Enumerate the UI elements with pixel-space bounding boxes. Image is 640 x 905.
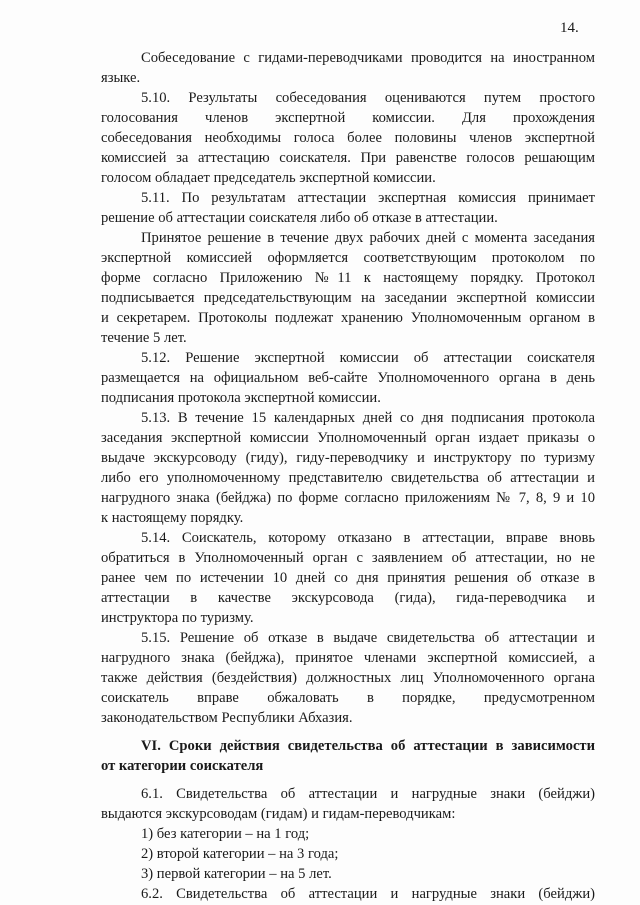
text-line: языке. [101, 70, 141, 86]
text-line: 5.15. Решение об отказе в выдаче свидетельства об аттестации и [141, 630, 595, 646]
text-line: либо его уполномоченному представителю свидетельства об аттестации и [101, 470, 595, 486]
text-line: инструктора по туризму. [101, 610, 254, 626]
text-line: ранее чем по истечении 10 дней со дня принятия решения об отказе в [101, 570, 595, 586]
text-line: подписывается председательствующим на заседании экспертной комиссии [101, 290, 595, 306]
section-heading: от категории соискателя [101, 758, 264, 774]
text-line: обратиться в Уполномоченный орган с заявлением об аттестации, но не [101, 550, 595, 566]
text-line: голосом обладает председатель экспертной комиссии. [101, 170, 436, 186]
text-line: нагрудного знака (бейджа) по форме согласно приложениям № 7, 8, 9 и 10 [101, 490, 595, 506]
text-line: собеседования необходимы голоса более половины членов экспертной [101, 130, 595, 146]
text-line: аттестации в качестве экскурсовода (гида), гида-переводчика и [101, 590, 595, 606]
text-line: также действия (бездействия) должностных лиц Уполномоченного органа [101, 670, 595, 686]
text-line: 6.1. Свидетельства об аттестации и нагрудные знаки (бейджи) [141, 786, 595, 802]
text-line: комиссией за аттестацию соискателя. При равенстве голосов решающим [101, 150, 595, 166]
text-line: 5.14. Соискатель, которому отказано в аттестации, вправе вновь [141, 530, 595, 546]
text-line: подписания протокола экспертной комиссии. [101, 390, 381, 406]
text-line: выдаются экскурсоводам (гидам) и гидам-переводчикам: [101, 806, 456, 822]
text-line: голосования членов экспертной комиссии. Для прохождения [101, 110, 595, 126]
text-line: законодательством Республики Абхазия. [101, 710, 353, 726]
section-heading: VI. Сроки действия свидетельства об аттестации в зависимости [141, 738, 595, 754]
list-item: 1) без категории – на 1 год; [141, 826, 310, 842]
text-line: экспертной комиссией оформляется соответствующим протоколом по [101, 250, 595, 266]
text-line: размещается на официальном веб-сайте Уполномоченного органа в день [101, 370, 595, 386]
text-line: 6.2. Свидетельства об аттестации и нагрудные знаки (бейджи) [141, 886, 595, 902]
text-line: соискатель вправе обжаловать в порядке, предусмотренном [101, 690, 595, 706]
text-line: нагрудного знака (бейджа), принятое членами экспертной комиссией, а [101, 650, 595, 666]
list-item: 3) первой категории – на 5 лет. [141, 866, 332, 882]
list-item: 2) второй категории – на 3 года; [141, 846, 339, 862]
text-line: Принятое решение в течение двух рабочих дней с момента заседания [141, 230, 595, 246]
text-line: 5.12. Решение экспертной комиссии об аттестации соискателя [141, 350, 595, 366]
text-line: 5.11. По результатам аттестации экспертная комиссия принимает [141, 190, 595, 206]
text-line: выдаче экскурсоводу (гиду), гиду-переводчику и инструктору по туризму [101, 450, 595, 466]
text-line: форме согласно Приложению №11 к настоящему порядку. Протокол [101, 270, 595, 286]
text-line: течение 5 лет. [101, 330, 187, 346]
text-line: 5.13. В течение 15 календарных дней со дня подписания протокола [141, 410, 595, 426]
text-line: решение об аттестации соискателя либо об отказе в аттестации. [101, 210, 498, 226]
page-number: 14. [560, 20, 579, 36]
text-line: и секретарем. Протоколы подлежат хранению Уполномоченным органом в [101, 310, 595, 326]
text-line: к настоящему порядку. [101, 510, 244, 526]
text-line: 5.10. Результаты собеседования оцениваются путем простого [141, 90, 595, 106]
text-line: заседания экспертной комиссии Уполномоченный орган издает приказы о [101, 430, 595, 446]
text-line: Собеседование с гидами-переводчиками проводится на иностранном [141, 50, 595, 66]
